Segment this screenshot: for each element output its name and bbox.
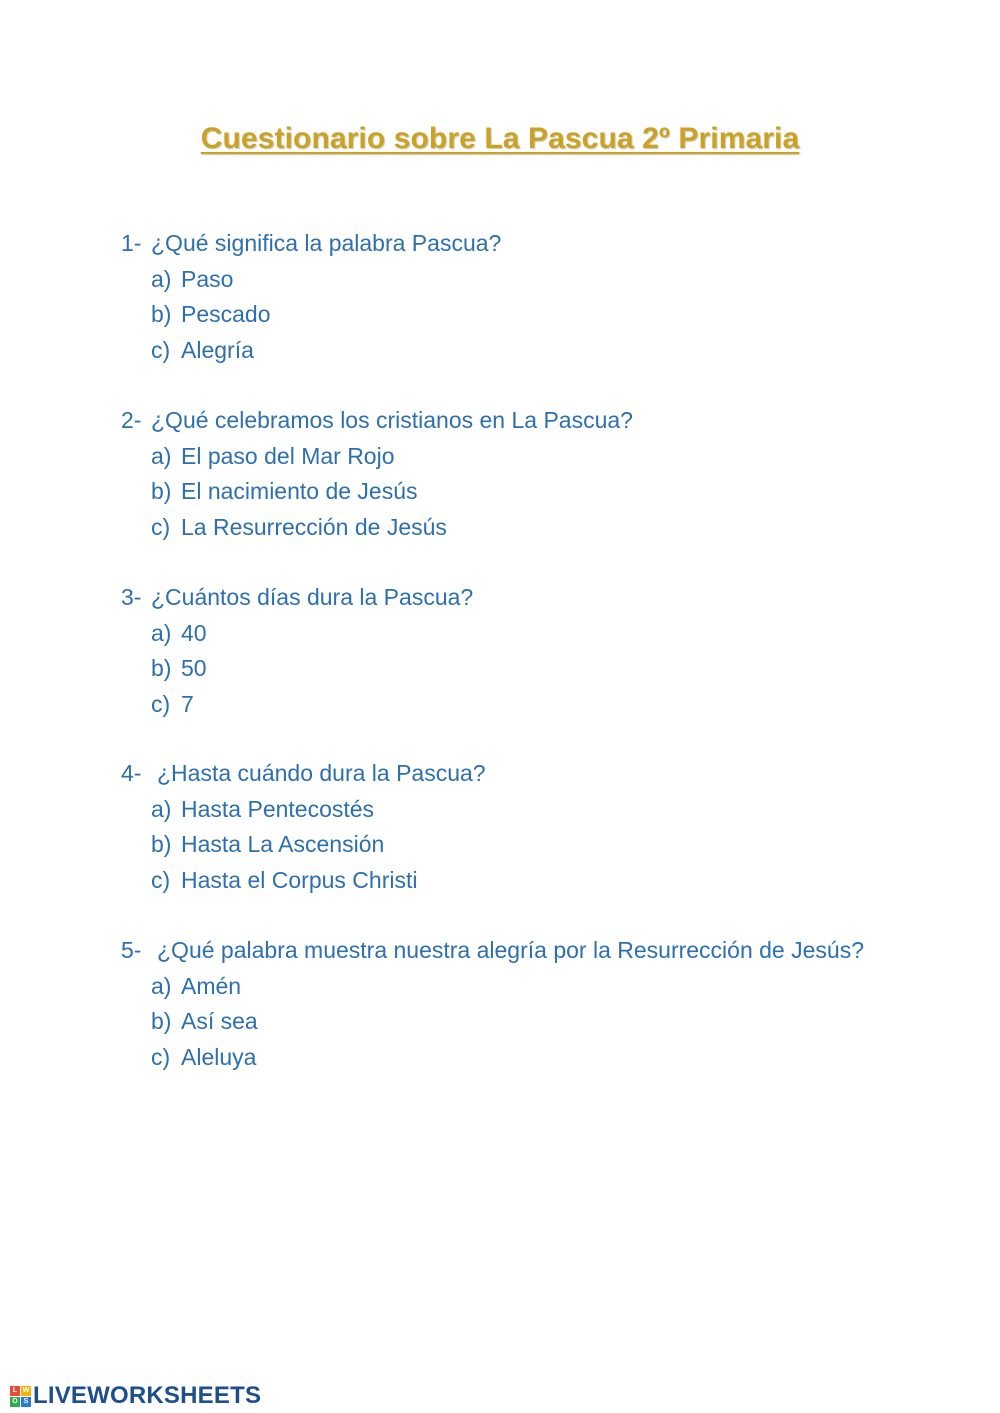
question-3 — [121, 580, 473, 722]
question-5 — [121, 933, 864, 1075]
question-number: 4- — [121, 760, 142, 786]
answer-option[interactable] — [121, 439, 633, 475]
option-letter: c) — [151, 336, 171, 363]
option-text: 40 — [181, 619, 207, 646]
question-prompt — [121, 933, 864, 969]
answer-option[interactable] — [121, 863, 486, 899]
question-text: ¿Qué celebramos los cristianos en La Pascua? — [151, 407, 633, 433]
question-text: ¿Qué palabra muestra nuestra alegría por la Resurrección de Jesús? — [157, 937, 864, 963]
option-letter: b) — [151, 1008, 172, 1034]
option-letter: a) — [151, 442, 172, 469]
question-number: 3- — [121, 584, 142, 610]
brand-name: LIVEWORKSHEETS — [33, 1382, 262, 1409]
option-letter: a) — [151, 265, 172, 292]
option-text: Pescado — [181, 301, 271, 327]
answer-option[interactable] — [121, 262, 501, 298]
option-letter: b) — [151, 301, 172, 327]
option-text: Alegría — [181, 336, 254, 363]
option-letter: c) — [151, 1043, 171, 1070]
option-text: Paso — [181, 265, 234, 292]
logo-tile: L — [10, 1386, 20, 1396]
answer-option[interactable] — [121, 969, 864, 1005]
question-number: 2- — [121, 407, 142, 433]
option-text: Hasta La Ascensión — [181, 831, 385, 857]
liveworksheets-logo-icon — [10, 1386, 31, 1407]
question-prompt — [121, 580, 473, 616]
option-text: Amén — [181, 972, 242, 999]
option-text: El nacimiento de Jesús — [181, 478, 418, 504]
option-letter: a) — [151, 795, 172, 822]
option-letter: c) — [151, 690, 171, 717]
answer-option[interactable] — [121, 510, 633, 546]
answer-option[interactable] — [121, 792, 486, 828]
option-text: 50 — [181, 655, 207, 681]
question-1 — [121, 226, 501, 368]
option-letter: b) — [151, 831, 172, 857]
option-text: 7 — [181, 690, 194, 717]
question-number: 5- — [121, 937, 142, 963]
question-text: ¿Cuántos días dura la Pascua? — [151, 584, 474, 610]
liveworksheets-footer[interactable] — [10, 1382, 261, 1410]
answer-option[interactable] — [121, 616, 473, 652]
option-letter: b) — [151, 478, 172, 504]
question-4 — [121, 756, 486, 898]
option-letter: c) — [151, 513, 171, 540]
logo-tile: O — [10, 1397, 20, 1407]
option-letter: c) — [151, 866, 171, 893]
question-text: ¿Hasta cuándo dura la Pascua? — [157, 760, 486, 786]
answer-option[interactable] — [121, 333, 501, 369]
question-number: 1- — [121, 230, 142, 256]
answer-option[interactable] — [121, 1040, 864, 1076]
question-prompt — [121, 756, 486, 792]
question-text: ¿Qué significa la palabra Pascua? — [151, 230, 502, 256]
option-text: El paso del Mar Rojo — [181, 442, 395, 469]
answer-option[interactable] — [121, 827, 486, 863]
option-letter: b) — [151, 655, 172, 681]
answer-option[interactable] — [121, 474, 633, 510]
answer-option[interactable] — [121, 651, 473, 687]
option-text: Hasta Pentecostés — [181, 795, 375, 822]
question-prompt — [121, 226, 501, 262]
answer-option[interactable] — [121, 297, 501, 333]
option-letter: a) — [151, 972, 172, 999]
logo-tile: W — [22, 1386, 30, 1394]
answer-option[interactable] — [121, 1004, 864, 1040]
worksheet-title: Cuestionario sobre La Pascua 2º Primaria — [200, 122, 800, 155]
logo-tile: S — [21, 1397, 31, 1407]
option-text: Hasta el Corpus Christi — [181, 866, 418, 893]
question-2 — [121, 403, 633, 545]
option-letter: a) — [151, 619, 172, 646]
option-text: Aleluya — [181, 1043, 257, 1070]
option-text: Así sea — [181, 1008, 258, 1034]
answer-option[interactable] — [121, 687, 473, 723]
question-prompt — [121, 403, 633, 439]
option-text: La Resurrección de Jesús — [181, 513, 447, 540]
